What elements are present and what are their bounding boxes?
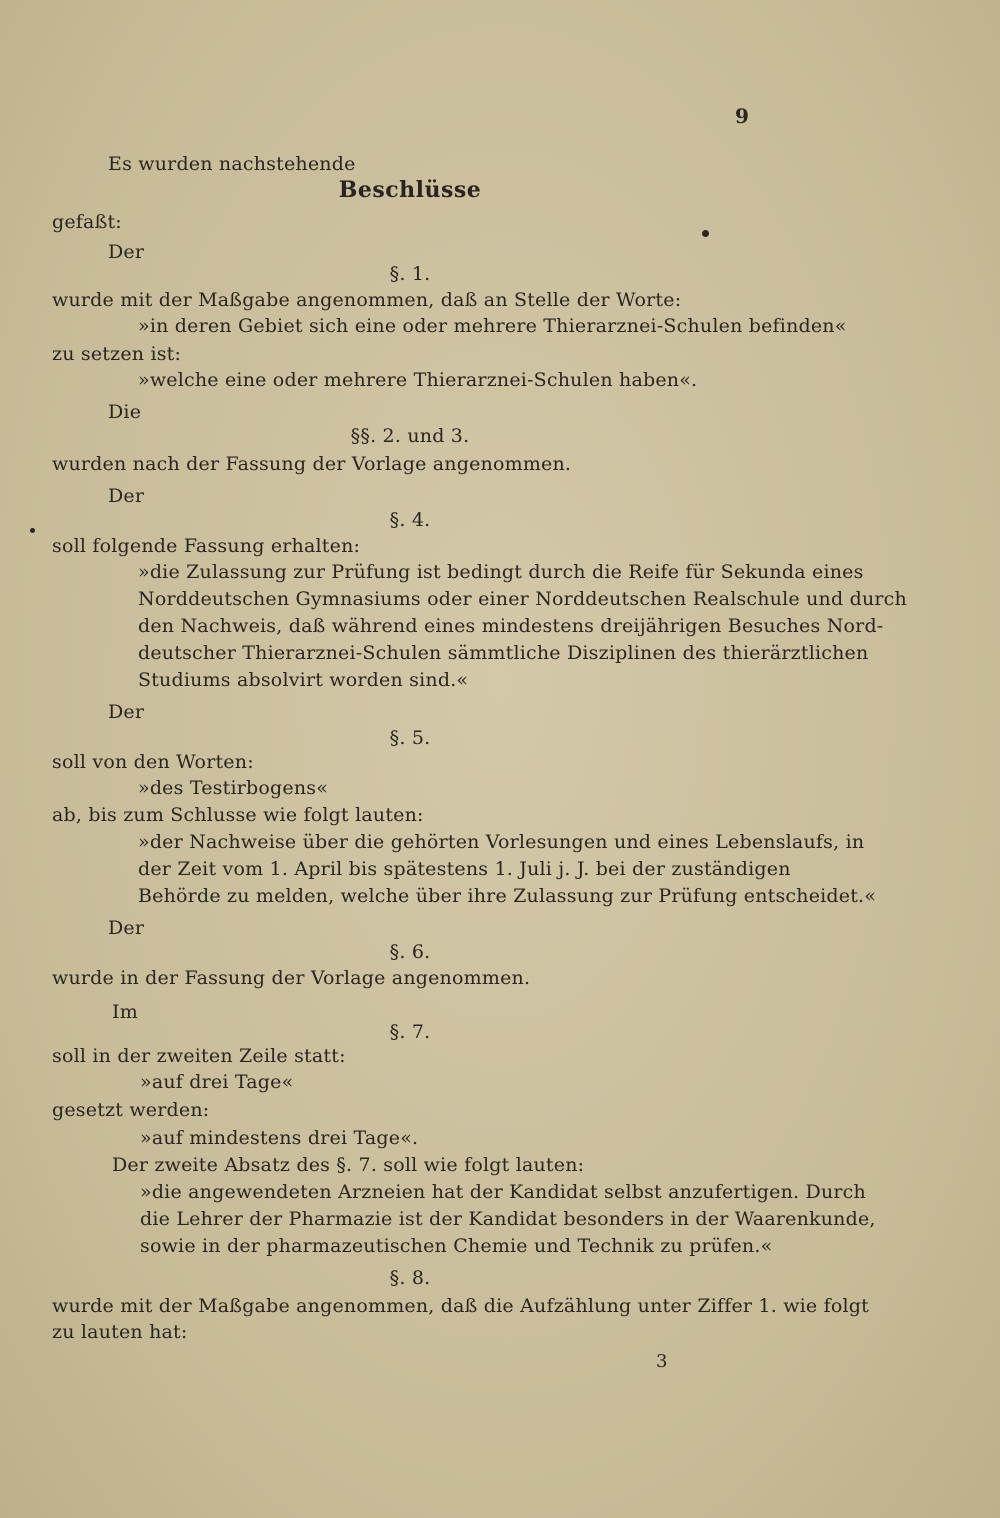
text-line: Die [108,401,142,423]
quoted-text-line: »die angewendeten Arzneien hat der Kandidat selbst anzufertigen. Durch [140,1181,866,1203]
quoted-text-line: Behörde zu melden, welche über ihre Zulassung zur Prüfung entscheidet.« [138,885,877,907]
quoted-text-line: »in deren Gebiet sich eine oder mehrere Thierarznei-Schulen befinden« [138,315,847,337]
text-line: Der [108,241,145,263]
quoted-text-line: Norddeutschen Gymnasiums oder einer Norddeutschen Realschule und durch [138,588,907,610]
paragraph-number: §§. 2. und 3. [350,425,470,447]
text-line: soll von den Worten: [52,751,254,773]
paragraph-number: §. 4. [389,509,431,531]
text-line: Im [112,1001,138,1023]
text-line: zu setzen ist: [52,343,182,365]
text-line: Es wurden nachstehende [108,153,356,175]
quoted-text-line: die Lehrer der Pharmazie ist der Kandidat besonders in der Waarenkunde, [140,1208,876,1230]
text-line: ab, bis zum Schlusse wie folgt lauten: [52,804,424,826]
quoted-text-line: »die Zulassung zur Prüfung ist bedingt durch die Reife für Sekunda eines [138,561,864,583]
paragraph-number: §. 6. [389,941,431,963]
text-line: soll in der zweiten Zeile statt: [52,1045,346,1067]
text-line: zu lauten hat: [52,1321,188,1343]
ink-speck [30,528,35,533]
text-line: Der [108,485,145,507]
text-line: wurde in der Fassung der Vorlage angenommen. [52,967,531,989]
quoted-text-line: »der Nachweise über die gehörten Vorlesungen und eines Lebenslaufs, in [138,831,865,853]
page-number: 9 [735,104,750,128]
quoted-text-line: Studiums absolvirt worden sind.« [138,669,469,691]
text-line: wurde mit der Maßgabe angenommen, daß an Stelle der Worte: [52,289,682,311]
quoted-text-line: der Zeit vom 1. April bis spätestens 1. Juli j. J. bei der zuständigen [138,858,791,880]
text-line: Der [108,701,145,723]
text-line: Der zweite Absatz des §. 7. soll wie folgt lauten: [112,1154,585,1176]
quoted-text-line: »des Testirbogens« [138,777,329,799]
signature-mark: 3 [656,1351,668,1372]
paragraph-number: §. 1. [389,263,431,285]
text-line: gefaßt: [52,211,122,233]
text-line: gesetzt werden: [52,1099,210,1121]
section-heading: Beschlüsse [338,177,482,203]
quoted-text-line: deutscher Thierarznei-Schulen sämmtliche Disziplinen des thierärztlichen [138,642,869,664]
quoted-text-line: den Nachweis, daß während eines mindestens dreijährigen Besuches Nord- [138,615,884,637]
ink-speck [702,230,709,237]
paragraph-number: §. 7. [389,1021,431,1043]
paragraph-number: §. 5. [389,727,431,749]
paragraph-number: §. 8. [389,1267,431,1289]
quoted-text-line: sowie in der pharmazeutischen Chemie und Technik zu prüfen.« [140,1235,773,1257]
text-line: wurden nach der Fassung der Vorlage angenommen. [52,453,572,475]
text-line: Der [108,917,145,939]
text-line: soll folgende Fassung erhalten: [52,535,361,557]
text-line: wurde mit der Maßgabe angenommen, daß die Aufzählung unter Ziffer 1. wie folgt [52,1295,869,1317]
quoted-text-line: »welche eine oder mehrere Thierarznei-Schulen haben«. [138,369,698,391]
quoted-text-line: »auf mindestens drei Tage«. [140,1127,419,1149]
quoted-text-line: »auf drei Tage« [140,1071,294,1093]
